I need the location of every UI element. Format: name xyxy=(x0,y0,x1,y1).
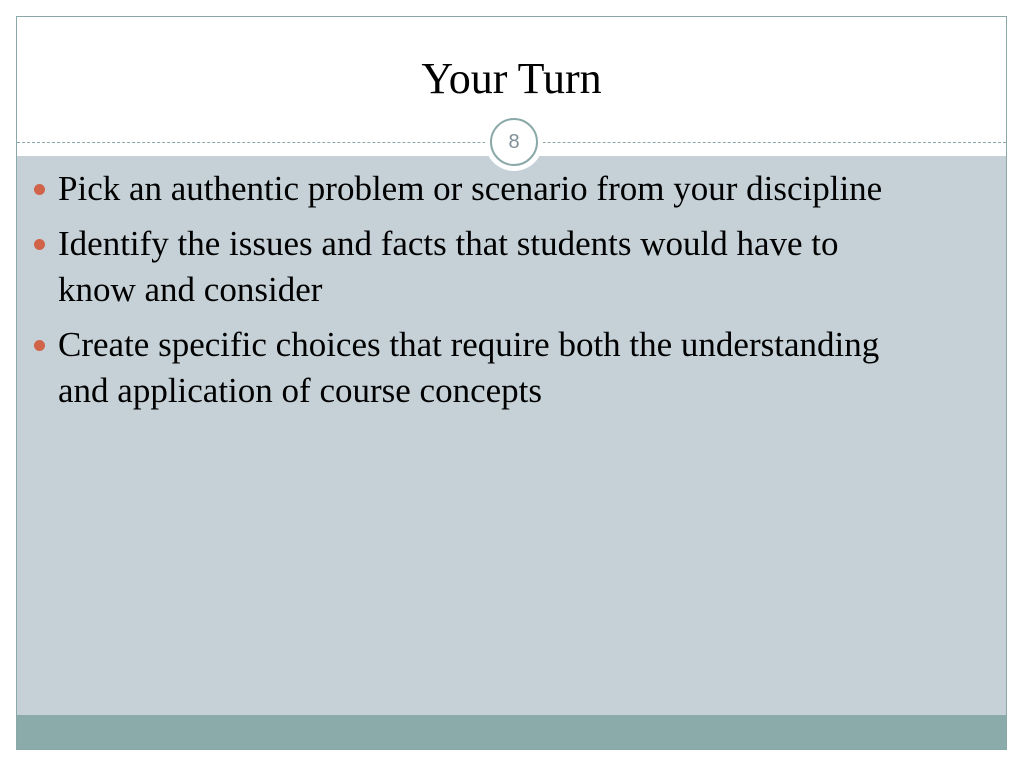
bullet-item xyxy=(32,221,912,313)
page-number-badge xyxy=(485,113,543,171)
page-number: 8 xyxy=(508,131,520,153)
bullet-item xyxy=(32,322,912,414)
bullet-dot-icon xyxy=(34,239,45,250)
bullet-text: Create specific choices that require both the understanding and application of course concepts xyxy=(58,325,880,410)
footer-band xyxy=(17,715,1006,750)
bullet-list xyxy=(32,166,912,423)
bullet-item xyxy=(32,166,912,212)
bullet-dot-icon xyxy=(34,184,45,195)
bullet-text: Pick an authentic problem or scenario from your discipline xyxy=(58,169,883,208)
bullet-dot-icon xyxy=(34,340,45,351)
bullet-text: Identify the issues and facts that students would have to know and consider xyxy=(58,224,839,309)
slide-title: Your Turn xyxy=(421,54,602,103)
page-badge-ring-icon xyxy=(490,118,538,166)
